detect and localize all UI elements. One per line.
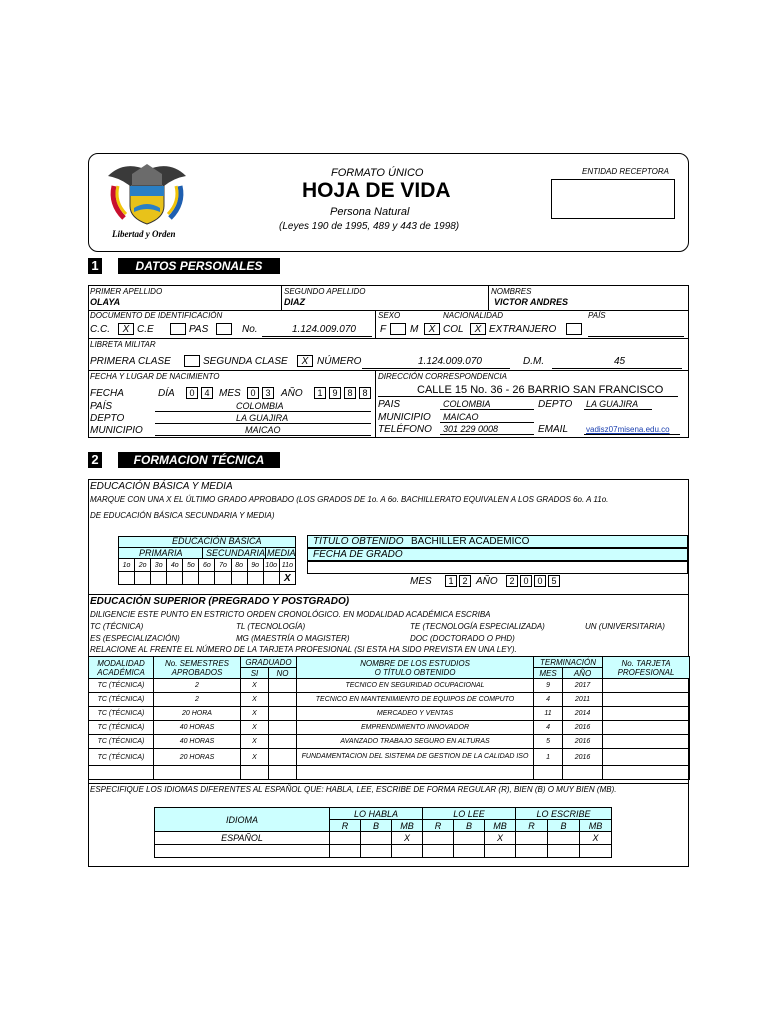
row-sem[interactable]: 2 (154, 693, 241, 707)
row-no[interactable] (269, 707, 297, 721)
entity-box[interactable] (551, 179, 675, 219)
language-mark-l[interactable] (454, 845, 485, 858)
h-tar-2: PROFESIONAL (617, 667, 675, 677)
row-nombre[interactable]: TECNICO EN MANTENIMIENTO DE EQUIPOS DE COMPUTO (297, 693, 534, 707)
nombres-label: NOMBRES (491, 287, 532, 296)
language-mark-e[interactable] (548, 832, 580, 845)
coat-of-arms-logo (104, 156, 190, 244)
idioma-header: IDIOMA (155, 808, 330, 832)
direccion-label: DIRECCIÓN CORRESPONDENCIA (378, 372, 507, 381)
titulo-label: TÍTULO OBTENIDO (313, 536, 404, 547)
col-checkbox[interactable]: X (470, 323, 486, 335)
row-mes[interactable]: 5 (534, 735, 563, 749)
depto-birth-value[interactable]: LA GUAJIRA (236, 413, 289, 423)
libreta-label: LIBRETA MILITAR (90, 340, 156, 349)
grado-anio-label: AÑO (476, 576, 498, 587)
table-row (89, 679, 690, 693)
anio-digit-1[interactable]: 1 (314, 387, 326, 399)
grade-label-2o: 2o (135, 559, 151, 572)
language-name[interactable]: ESPAÑOL (155, 832, 330, 845)
entity-label: ENTIDAD RECEPTORA (582, 167, 669, 176)
mes-digit-2[interactable]: 3 (262, 387, 274, 399)
superior-title: EDUCACIÓN SUPERIOR (PREGRADO Y POSTGRADO) (90, 596, 350, 607)
h-tar-1: No. TARJETA (621, 658, 671, 668)
segundo-apellido-label: SEGUNDO APELLIDO (284, 287, 366, 296)
row-mod[interactable] (89, 766, 154, 780)
f-checkbox[interactable] (390, 323, 406, 335)
row-si[interactable] (241, 766, 269, 780)
row-mod[interactable]: TC (TÉCNICA) (89, 707, 154, 721)
grade-mark-2o[interactable] (135, 572, 151, 585)
anio-label: AÑO (281, 388, 303, 399)
row-si[interactable]: X (241, 707, 269, 721)
row-sem[interactable]: 40 HORAS (154, 735, 241, 749)
row-anio[interactable]: 2014 (563, 707, 603, 721)
doc-number[interactable]: 1.124.009.070 (292, 324, 356, 335)
grade-mark-8o[interactable] (231, 572, 247, 585)
section-2-title: FORMACION TÉCNICA (118, 452, 280, 468)
grade-label-8o: 8o (231, 559, 247, 572)
row-sem[interactable]: 20 HORAS (154, 749, 241, 766)
grado-mes-label: MES (410, 576, 432, 587)
primera-clase-label: PRIMERA CLASE (90, 356, 171, 367)
pais-birth-label: PAÍS (90, 401, 113, 412)
pais-birth-value[interactable]: COLOMBIA (236, 401, 284, 411)
h-terminacion: TERMINACIÓN (534, 657, 603, 668)
grade-mark-7o[interactable] (215, 572, 231, 585)
row-sem[interactable]: 20 HORA (154, 707, 241, 721)
grade-mark-9o[interactable] (247, 572, 263, 585)
h-mod-1: MODALIDAD (97, 658, 145, 668)
primaria-label: PRIMARIA (139, 548, 183, 558)
lang-sub-mb: MB (580, 820, 612, 832)
mod-doc: DOC (DOCTORADO O PHD) (410, 634, 515, 643)
mes-label: MES (219, 388, 241, 399)
h-si: SI (241, 668, 269, 679)
grade-mark-1o[interactable] (119, 572, 135, 585)
h-no: NO (269, 668, 297, 679)
pas-checkbox[interactable] (216, 323, 232, 335)
mod-tl: TL (TECNOLOGÍA) (236, 622, 306, 631)
mod-es: ES (ESPECIALIZACIÓN) (90, 634, 180, 643)
language-name[interactable] (155, 845, 330, 858)
c-depto-label: DEPTO (538, 399, 573, 410)
row-no[interactable] (269, 766, 297, 780)
grade-label-4o: 4o (167, 559, 183, 572)
segundo-apellido-value[interactable]: DIAZ (284, 297, 305, 307)
row-mod[interactable]: TC (TÉCNICA) (89, 679, 154, 693)
row-mes[interactable]: 9 (534, 679, 563, 693)
row-si[interactable]: X (241, 735, 269, 749)
row-mes[interactable]: 1 (534, 749, 563, 766)
grade-label-6o: 6o (199, 559, 215, 572)
anio-digit-3[interactable]: 8 (344, 387, 356, 399)
page-title: HOJA DE VIDA (302, 179, 451, 202)
language-mark-e[interactable] (516, 832, 548, 845)
h-nom-2: O TÍTULO OBTENIDO (374, 667, 456, 677)
row-si[interactable]: X (241, 693, 269, 707)
idiomas-instr: ESPECIFIQUE LOS IDIOMAS DIFERENTES AL ESPAÑOL QUE: HABLA, LEE, ESCRIBE DE FORMA REGULAR (R), BIEN (B) O MUY BIEN (MB). (90, 785, 617, 794)
fecha-label: FECHA (90, 388, 124, 399)
grade-label-5o: 5o (183, 559, 199, 572)
grade-mark-4o[interactable] (167, 572, 183, 585)
dm-label: D.M. (523, 356, 545, 367)
ce-checkbox[interactable] (170, 323, 186, 335)
grade-mark-11o[interactable]: X (279, 572, 295, 585)
mod-te: TE (TECNOLOGÍA ESPECIALIZADA) (410, 622, 545, 631)
language-mark-h[interactable] (392, 845, 423, 858)
secundaria-label: SECUNDARIA (206, 548, 266, 558)
col-label: COL (443, 324, 464, 335)
municipio-birth-label: MUNICIPIO (90, 425, 143, 436)
row-sem[interactable]: 40 HORAS (154, 721, 241, 735)
grado-anio-digit-4[interactable]: 5 (548, 575, 560, 587)
titulo-value[interactable]: BACHILLER ACADEMICO (411, 536, 530, 547)
table-row (89, 721, 690, 735)
language-mark-l[interactable] (485, 845, 516, 858)
row-anio[interactable] (563, 766, 603, 780)
c-pais-label: PAIS (378, 399, 401, 410)
language-mark-h[interactable] (361, 845, 392, 858)
grade-mark-6o[interactable] (199, 572, 215, 585)
numero-label: NÚMERO (317, 356, 362, 367)
row-no[interactable] (269, 735, 297, 749)
grado-anio-digit-3[interactable]: 0 (534, 575, 546, 587)
row-tarjeta[interactable] (603, 766, 690, 780)
h-anio: AÑO (563, 668, 603, 679)
lo-escribe-header: LO ESCRIBE (516, 808, 612, 820)
grado-anio-digit-1[interactable]: 2 (506, 575, 518, 587)
email-value[interactable]: vadisz07misena.edu.co (586, 425, 670, 434)
row-tarjeta[interactable] (603, 749, 690, 766)
row-mes[interactable]: 11 (534, 707, 563, 721)
language-mark-h[interactable] (330, 845, 361, 858)
language-mark-e[interactable]: X (580, 832, 612, 845)
extranjero-label: EXTRANJERO (489, 324, 557, 335)
direccion-value[interactable]: CALLE 15 No. 36 - 26 BARRIO SAN FRANCISCO (417, 384, 664, 396)
c-municipio-value[interactable]: MAICAO (443, 412, 479, 422)
telefono-label: TELÉFONO (378, 424, 432, 435)
row-sem[interactable] (154, 766, 241, 780)
media-label: MEDIA (267, 548, 296, 558)
lang-sub-bb: B (454, 820, 485, 832)
table-row (89, 735, 690, 749)
grade-label-3o: 3o (151, 559, 167, 572)
lang-sub-r: R (516, 820, 548, 832)
primer-apellido-label: PRIMER APELLIDO (90, 287, 163, 296)
cc-label: C.C. (90, 324, 110, 335)
row-tarjeta[interactable] (603, 721, 690, 735)
row-anio[interactable]: 2016 (563, 749, 603, 766)
row-nombre[interactable]: MERCADEO Y VENTAS (297, 707, 534, 721)
mod-mg: MG (MAESTRÍA O MAGISTER) (236, 634, 350, 643)
cc-checkbox[interactable]: X (118, 323, 134, 335)
grado-mes-digit-1[interactable]: 1 (445, 575, 457, 587)
mod-un: UN (UNIVERSITARIA) (585, 622, 665, 631)
language-mark-h[interactable] (330, 832, 361, 845)
language-mark-l[interactable] (423, 832, 454, 845)
c-pais-value[interactable]: COLOMBIA (443, 399, 491, 409)
anio-digit-2[interactable]: 9 (329, 387, 341, 399)
row-nombre[interactable] (297, 766, 534, 780)
c-depto-value[interactable]: LA GUAJIRA (586, 399, 639, 409)
logo-motto: Libertad y Orden (112, 229, 176, 239)
language-mark-h[interactable]: X (392, 832, 423, 845)
laws-line: (Leyes 190 de 1995, 489 y 443 de 1998) (279, 221, 460, 232)
section-2-number: 2 (88, 452, 102, 468)
nombres-value[interactable]: VICTOR ANDRES (494, 297, 569, 307)
row-no[interactable] (269, 721, 297, 735)
row-nombre[interactable]: EMPRENDIMIENTO INNOVADOR (297, 721, 534, 735)
grado-anio-digit-2[interactable]: 0 (520, 575, 532, 587)
lang-sub-bb: B (361, 820, 392, 832)
lang-sub-r: R (423, 820, 454, 832)
language-mark-l[interactable]: X (485, 832, 516, 845)
language-mark-h[interactable] (361, 832, 392, 845)
row-nombre[interactable]: TECNICO EN SEGURIDAD OCUPACIONAL (297, 679, 534, 693)
row-mes[interactable]: 4 (534, 693, 563, 707)
segunda-clase-label: SEGUNDA CLASE (203, 356, 288, 367)
basica-instr-2: DE EDUCACIÓN BÁSICA SECUNDARIA Y MEDIA) (90, 511, 275, 520)
row-nombre[interactable]: AVANZADO TRABAJO SEGURO EN ALTURAS (297, 735, 534, 749)
extranjero-checkbox[interactable] (566, 323, 582, 335)
depto-birth-label: DEPTO (90, 413, 125, 424)
lang-sub-bb: B (548, 820, 580, 832)
ce-label: C.E (137, 324, 154, 335)
table-row (89, 693, 690, 707)
row-tarjeta[interactable] (603, 707, 690, 721)
lo-lee-header: LO LEE (423, 808, 516, 820)
basica-instr-1: MARQUE CON UNA X EL ÚLTIMO GRADO APROBADO (LOS GRADOS DE 1o. A 6o. BACHILLERATO EQUIVALEN A LOS GRADOS 6o. A 11o. (90, 495, 609, 504)
h-nom-1: NOMBRE DE LOS ESTUDIOS (360, 658, 470, 668)
f-label: F (380, 324, 387, 335)
grade-label-11o: 11o (279, 559, 295, 572)
libreta-number[interactable]: 1.124.009.070 (418, 356, 482, 367)
grado-mes-digit-2[interactable]: 2 (459, 575, 471, 587)
grade-label-9o: 9o (247, 559, 263, 572)
languages-table (154, 807, 612, 858)
h-graduado: GRADUADO (241, 657, 297, 668)
grades-table (118, 558, 296, 585)
nacionalidad-label: NACIONALIDAD (443, 311, 504, 320)
row-sem[interactable]: 2 (154, 679, 241, 693)
fecha-lugar-label: FECHA Y LUGAR DE NACIMIENTO (90, 372, 220, 381)
format-line: FORMATO ÚNICO (331, 167, 424, 179)
language-mark-e[interactable] (548, 845, 580, 858)
grade-mark-3o[interactable] (151, 572, 167, 585)
pas-label: PAS (189, 324, 209, 335)
table-row (89, 749, 690, 766)
eb-header: EDUCACIÓN BÁSICA (172, 536, 262, 546)
row-si[interactable]: X (241, 721, 269, 735)
dia-label: DÍA (158, 388, 175, 399)
row-mod[interactable]: TC (TÉCNICA) (89, 693, 154, 707)
row-mes[interactable]: 4 (534, 721, 563, 735)
section-1-title: DATOS PERSONALES (118, 258, 280, 274)
lang-sub-mb: MB (392, 820, 423, 832)
sexo-label: SEXO (378, 311, 401, 320)
email-label: EMAIL (538, 424, 569, 435)
row-tarjeta[interactable] (603, 679, 690, 693)
page-subtitle: Persona Natural (330, 206, 410, 218)
grade-mark-5o[interactable] (183, 572, 199, 585)
grade-label-7o: 7o (215, 559, 231, 572)
h-mod-2: ACADÉMICA (97, 667, 145, 677)
row-si[interactable]: X (241, 679, 269, 693)
lo-habla-header: LO HABLA (330, 808, 423, 820)
table-row (89, 707, 690, 721)
language-mark-l[interactable] (423, 845, 454, 858)
mes-digit-1[interactable]: 0 (247, 387, 259, 399)
table-row (89, 766, 690, 780)
municipio-birth-value[interactable]: MAICAO (245, 425, 281, 435)
m-label: M (410, 324, 419, 335)
primera-clase-checkbox[interactable] (184, 355, 200, 367)
row-mes[interactable] (534, 766, 563, 780)
section-1-number: 1 (88, 258, 102, 274)
telefono-value[interactable]: 301 229 0008 (443, 424, 499, 434)
grade-label-1o: 1o (119, 559, 135, 572)
dia-digit-1[interactable]: 0 (186, 387, 198, 399)
pais-label: PAÍS (588, 311, 606, 320)
primer-apellido-value[interactable]: OLAYA (90, 297, 121, 307)
row-anio[interactable]: 2016 (563, 735, 603, 749)
language-row (155, 832, 612, 845)
lang-sub-mb: MB (485, 820, 516, 832)
anio-digit-4[interactable]: 8 (359, 387, 371, 399)
lang-sub-r: R (330, 820, 361, 832)
row-si[interactable]: X (241, 749, 269, 766)
row-mod[interactable]: TC (TÉCNICA) (89, 721, 154, 735)
doc-label: DOCUMENTO DE IDENTIFICACIÓN (90, 311, 223, 320)
fecha-grado-label: FECHA DE GRADO (313, 549, 403, 560)
superior-instr-2: RELACIONE AL FRENTE EL NÚMERO DE LA TARJETA PROFESIONAL (SI ESTA HA SIDO PREVISTA EN UNA LEY). (90, 645, 517, 654)
row-anio[interactable]: 2017 (563, 679, 603, 693)
higher-ed-table (88, 656, 690, 780)
row-anio[interactable]: 2011 (563, 693, 603, 707)
h-sem-2: APROBADOS (171, 667, 223, 677)
h-mes: MES (534, 668, 563, 679)
language-row (155, 845, 612, 858)
row-nombre[interactable]: FUNDAMENTACION DEL SISTEMA DE GESTION DE LA CALIDAD ISO (297, 749, 534, 766)
row-tarjeta[interactable] (603, 693, 690, 707)
h-sem-1: No. SEMESTRES (164, 658, 229, 668)
dm-value[interactable]: 45 (614, 356, 626, 367)
row-mod[interactable]: TC (TÉCNICA) (89, 735, 154, 749)
language-mark-l[interactable] (454, 832, 485, 845)
row-no[interactable] (269, 749, 297, 766)
row-no[interactable] (269, 679, 297, 693)
basica-title: EDUCACIÓN BÁSICA Y MEDIA (90, 481, 233, 492)
c-municipio-label: MUNICIPIO (378, 412, 431, 423)
dia-digit-2[interactable]: 4 (201, 387, 213, 399)
grade-label-10o: 10o (263, 559, 279, 572)
mod-tc: TC (TÉCNICA) (90, 622, 144, 631)
language-mark-e[interactable] (516, 845, 548, 858)
row-anio[interactable]: 2016 (563, 721, 603, 735)
grade-mark-10o[interactable] (263, 572, 279, 585)
segunda-clase-checkbox[interactable]: X (297, 355, 313, 367)
row-no[interactable] (269, 693, 297, 707)
m-checkbox[interactable]: X (424, 323, 440, 335)
language-mark-e[interactable] (580, 845, 612, 858)
row-mod[interactable]: TC (TÉCNICA) (89, 749, 154, 766)
no-label: No. (242, 324, 258, 335)
row-tarjeta[interactable] (603, 735, 690, 749)
superior-instr: DILIGENCIE ESTE PUNTO EN ESTRICTO ORDEN CRONOLÓGICO. EN MODALIDAD ACADÉMICA ESCRIBA (90, 610, 491, 619)
